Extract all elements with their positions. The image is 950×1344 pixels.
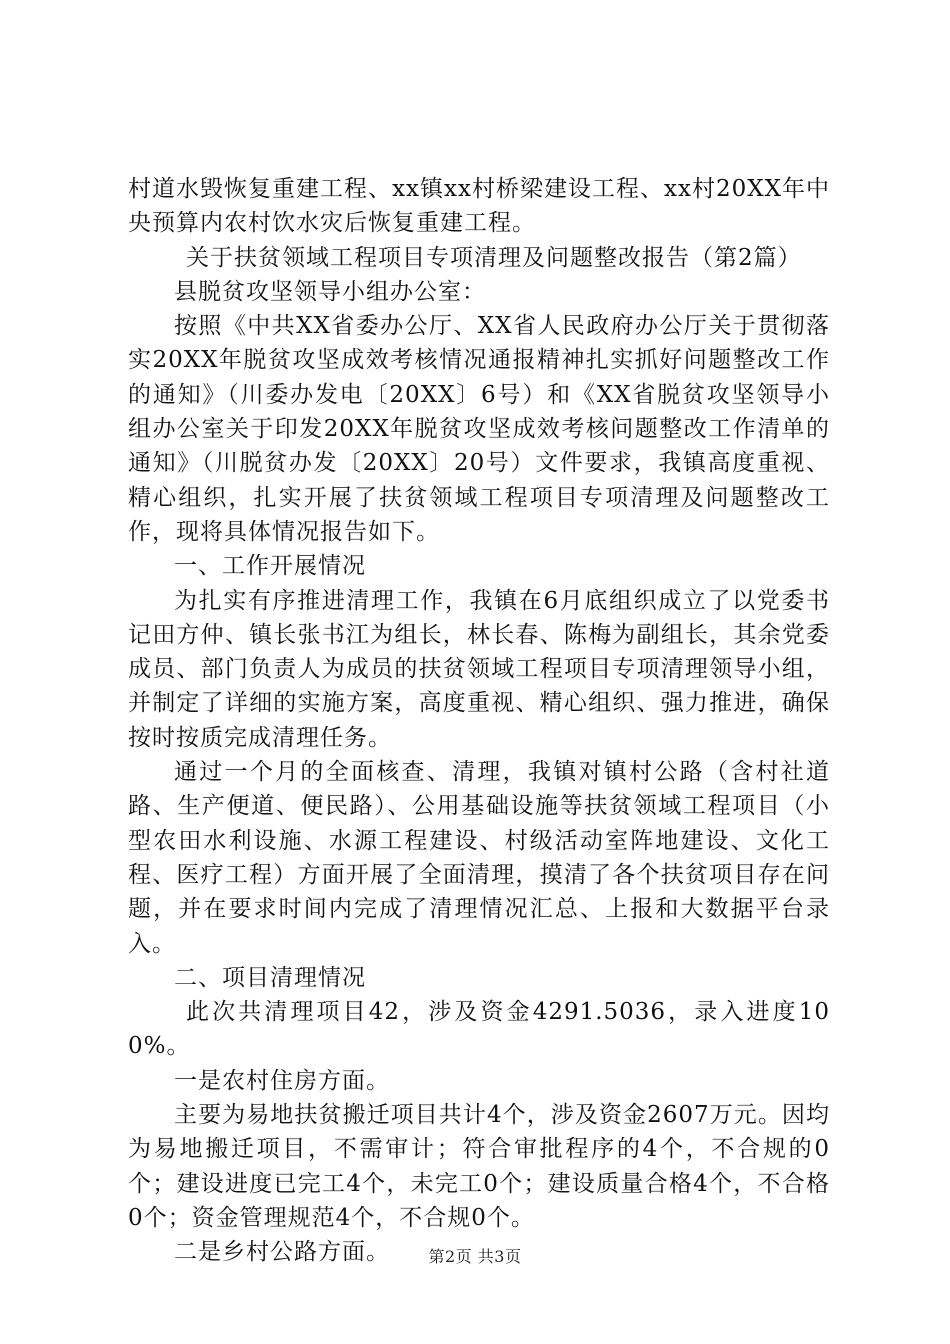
paragraph-intro: 按照《中共XX省委办公厅、XX省人民政府办公厅关于贯彻落实20XX年脱贫攻坚成效考核情况通报精神扎实抓好问题整改工作的通知》（川委办发电〔20XX〕6号）和《XX省脱贫攻坚领导小组办公室关于印发20XX年脱贫攻坚成效考核问题整改工作清单的通知》（川脱贫办发〔20XX〕20号）文件要求，我镇高度重视、精心组织，扎实开展了扶贫领域工程项目专项清理及问题整改工作，现将具体情况报告如下。 (128, 313, 830, 545)
paragraph-work-inspection: 通过一个月的全面核查、清理，我镇对镇村公路（含村社道路、生产便道、便民路）、公用基础设施等扶贫领域工程项目（小型农田水利设施、水源工程建设、村级活动室阵地建设、文化工程、医疗工程）方面开展了全面清理，摸清了各个扶贫项目存在问题，并在要求时间内完成了清理情况汇总、上报和大数据平台录入。 (128, 759, 830, 957)
document-title: 关于扶贫领域工程项目专项清理及问题整改报告（第2篇） (186, 244, 802, 271)
section-heading-cleanup: 二、项目清理情况 (174, 964, 366, 991)
section-heading-work: 一、工作开展情况 (174, 553, 366, 580)
paragraph-cleanup-summary: 此次共清理项目42，涉及资金4291.5036，录入进度100%。 (128, 999, 830, 1060)
paragraph-housing: 主要为易地扶贫搬迁项目共计4个，涉及资金2607万元。因均为易地搬迁项目，不需审计；符合审批程序的4个，不合规的0个；建设进度已完工4个，未完工0个；建设质量合格4个，不合格0个；资金管理规范4个，不合规0个。 (128, 1102, 830, 1231)
paragraph-work-organization: 为扎实有序推进清理工作，我镇在6月底组织成立了以党委书记田方仲、镇长张书江为组长，林长春、陈梅为副组长，其余党委成员、部门负责人为成员的扶贫领域工程项目专项清理领导小组，并制定了详细的实施方案，高度重视、精心组织、强力推进，确保按时按质完成清理任务。 (128, 587, 830, 751)
addressee: 县脱贫攻坚领导小组办公室： (174, 278, 486, 305)
paragraph-continuation: 村道水毁恢复重建工程、xx镇xx村桥梁建设工程、xx村20XX年中央预算内农村饮水灾后恢复重建工程。 (128, 176, 830, 237)
subheading-roads: 二是乡村公路方面。 (174, 1239, 390, 1266)
page-number-footer: 第2页 共3页 (428, 1247, 522, 1266)
subheading-housing: 一是农村住房方面。 (174, 1067, 390, 1094)
document-body (128, 172, 830, 1270)
